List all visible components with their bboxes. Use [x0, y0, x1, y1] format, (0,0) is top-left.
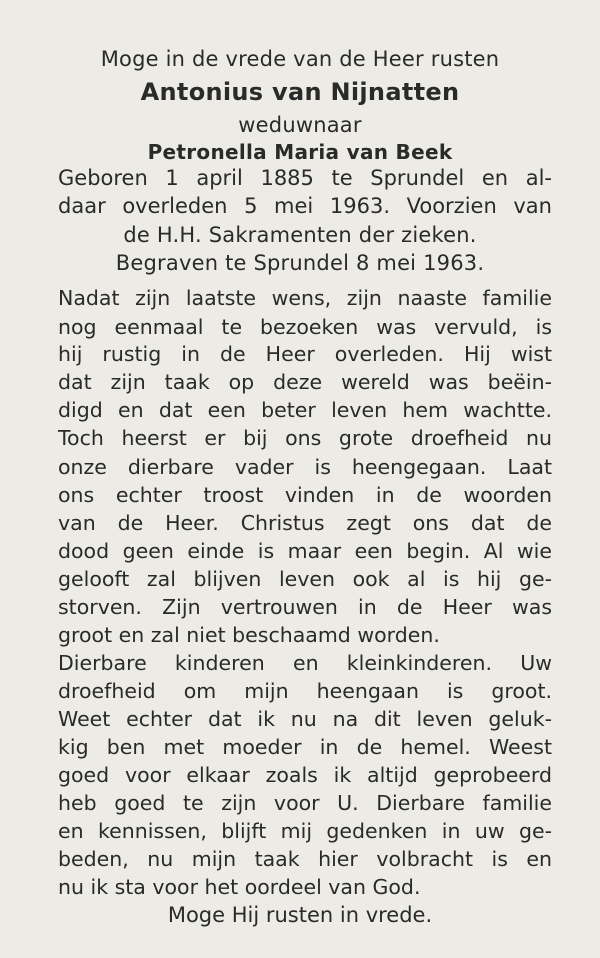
body-line: heb goed te zijn voor U. Dierbare familie	[58, 791, 552, 815]
body-line: hij rustig in de Heer overleden. Hij wist	[58, 342, 552, 366]
deceased-name: Antonius van Nijnatten	[140, 78, 460, 106]
body-line: nog eenmaal te bezoeken was vervuld, is	[58, 315, 552, 339]
body-line: digd en dat een beter leven hem wachtte.	[58, 398, 552, 422]
body-line: Nadat zijn laatste wens, zijn naaste familie	[58, 286, 552, 310]
body-line: groot en zal niet beschaamd worden.	[58, 623, 440, 647]
bio-line: Geboren 1 april 1885 te Sprundel en al-	[58, 166, 552, 190]
spouse-name: Petronella Maria van Beek	[147, 140, 453, 164]
body-line: nu ik sta voor het oordeel van God.	[58, 875, 421, 899]
body-line: onze dierbare vader is heengegaan. Laat	[58, 455, 552, 479]
body-line: gelooft zal blijven leven ook al is hij ge-	[58, 567, 552, 591]
body-line: beden, nu mijn taak hier volbracht is en	[58, 847, 552, 871]
bio-line: de H.H. Sakramenten der zieken.	[123, 223, 477, 247]
body-line: storven. Zijn vertrouwen in de Heer was	[58, 595, 552, 619]
body-line: kig ben met moeder in de hemel. Weest	[58, 735, 552, 759]
relation-text: weduwnaar	[238, 113, 362, 137]
opening-line: Moge in de vrede van de Heer rusten	[100, 47, 500, 71]
bio-line: Begraven te Sprundel 8 mei 1963.	[115, 251, 485, 275]
closing-line: Moge Hij rusten in vrede.	[167, 903, 433, 927]
body-line: dat zijn taak op deze wereld was beëin-	[58, 370, 552, 394]
body-line: van de Heer. Christus zegt ons dat de	[58, 511, 552, 535]
body-line: droefheid om mijn heengaan is groot.	[58, 679, 552, 703]
body-line: Dierbare kinderen en kleinkinderen. Uw	[58, 651, 552, 675]
body-line: goed voor elkaar zoals ik altijd geprobeerd	[58, 763, 552, 787]
body-line: dood geen einde is maar een begin. Al wie	[58, 539, 552, 563]
bio-line: daar overleden 5 mei 1963. Voorzien van	[58, 194, 552, 218]
body-line: Weet echter dat ik nu na dit leven geluk-	[58, 707, 552, 731]
body-line: en kennissen, blijft mij gedenken in uw ge-	[58, 819, 552, 843]
body-line: Toch heerst er bij ons grote droefheid nu	[58, 426, 552, 450]
body-line: ons echter troost vinden in de woorden	[58, 483, 552, 507]
